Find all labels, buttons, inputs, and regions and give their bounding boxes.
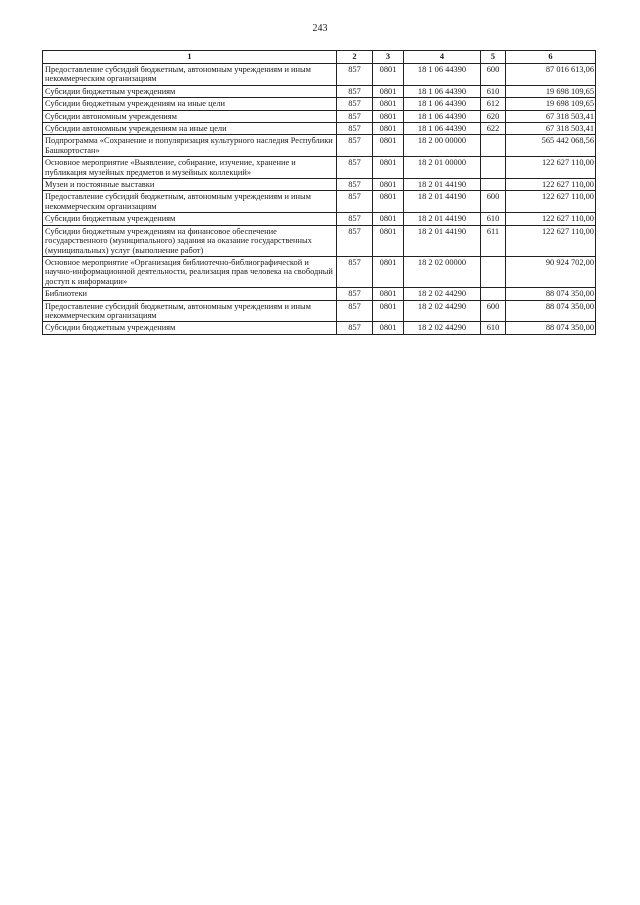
row-col-4: 18 2 00 00000 — [404, 135, 481, 157]
row-col-3: 0801 — [373, 288, 404, 300]
row-col-2: 857 — [337, 225, 373, 256]
row-description: Музеи и постоянные выставки — [43, 179, 337, 191]
row-col-5: 600 — [481, 300, 506, 322]
row-col-4: 18 2 02 00000 — [404, 256, 481, 287]
table-row — [43, 225, 596, 256]
row-description: Подпрограмма «Сохранение и популяризация культурного наследия Республики Башкортостан» — [43, 135, 337, 157]
row-description: Основное мероприятие «Выявление, собирание, изучение, хранение и публикация музейных предметов и музейных коллекций» — [43, 157, 337, 179]
row-col-4: 18 2 01 00000 — [404, 157, 481, 179]
row-amount: 122 627 110,00 — [506, 191, 596, 213]
table-row — [43, 300, 596, 322]
row-col-2: 857 — [337, 191, 373, 213]
row-description: Субсидии автономным учреждениям на иные цели — [43, 123, 337, 135]
table-row — [43, 256, 596, 287]
row-col-2: 857 — [337, 256, 373, 287]
header-col-2: 2 — [337, 51, 373, 64]
row-description: Субсидии автономным учреждениям — [43, 110, 337, 122]
row-amount: 122 627 110,00 — [506, 225, 596, 256]
row-description: Субсидии бюджетным учреждениям — [43, 213, 337, 225]
row-amount: 88 074 350,00 — [506, 322, 596, 334]
row-col-5 — [481, 157, 506, 179]
page-number: 243 — [312, 23, 328, 34]
header-col-5: 5 — [481, 51, 506, 64]
row-col-2: 857 — [337, 123, 373, 135]
row-amount: 88 074 350,00 — [506, 300, 596, 322]
row-description: Предоставление субсидий бюджетным, автономным учреждениям и иным некоммерческим организациям — [43, 191, 337, 213]
row-col-3: 0801 — [373, 179, 404, 191]
row-col-3: 0801 — [373, 110, 404, 122]
header-col-6: 6 — [506, 51, 596, 64]
table-row — [43, 213, 596, 225]
row-col-3: 0801 — [373, 191, 404, 213]
row-col-5: 611 — [481, 225, 506, 256]
header-col-4: 4 — [404, 51, 481, 64]
header-col-3: 3 — [373, 51, 404, 64]
row-description: Основное мероприятие «Организация библиотечно-библиографической и научно-информационной деятельности, реализация прав человека на свободный доступ к информации» — [43, 256, 337, 287]
row-col-4: 18 2 01 44190 — [404, 213, 481, 225]
row-col-2: 857 — [337, 157, 373, 179]
row-col-4: 18 1 06 44390 — [404, 110, 481, 122]
row-col-2: 857 — [337, 110, 373, 122]
row-col-5: 600 — [481, 191, 506, 213]
row-col-2: 857 — [337, 179, 373, 191]
row-amount: 122 627 110,00 — [506, 179, 596, 191]
row-col-5: 610 — [481, 213, 506, 225]
row-col-5: 610 — [481, 85, 506, 97]
row-col-3: 0801 — [373, 98, 404, 110]
row-col-3: 0801 — [373, 64, 404, 86]
row-col-2: 857 — [337, 300, 373, 322]
row-description: Библиотеки — [43, 288, 337, 300]
row-col-2: 857 — [337, 322, 373, 334]
row-col-4: 18 2 02 44290 — [404, 300, 481, 322]
row-col-5 — [481, 256, 506, 287]
row-col-5: 612 — [481, 98, 506, 110]
row-col-5 — [481, 179, 506, 191]
row-col-2: 857 — [337, 64, 373, 86]
row-col-2: 857 — [337, 288, 373, 300]
row-col-4: 18 2 02 44290 — [404, 322, 481, 334]
row-col-4: 18 1 06 44390 — [404, 123, 481, 135]
row-col-3: 0801 — [373, 157, 404, 179]
table-row — [43, 179, 596, 191]
row-amount: 67 318 503,41 — [506, 123, 596, 135]
row-amount: 88 074 350,00 — [506, 288, 596, 300]
row-amount: 67 318 503,41 — [506, 110, 596, 122]
row-col-2: 857 — [337, 213, 373, 225]
header-row — [43, 51, 596, 64]
table-row — [43, 64, 596, 86]
row-col-4: 18 1 06 44390 — [404, 98, 481, 110]
row-col-2: 857 — [337, 98, 373, 110]
table-row — [43, 157, 596, 179]
row-col-5: 610 — [481, 322, 506, 334]
row-col-5: 600 — [481, 64, 506, 86]
table-row — [43, 322, 596, 334]
row-col-5 — [481, 135, 506, 157]
row-amount: 565 442 068,56 — [506, 135, 596, 157]
row-col-3: 0801 — [373, 213, 404, 225]
header-col-1: 1 — [43, 51, 337, 64]
row-description: Субсидии бюджетным учреждениям на иные цели — [43, 98, 337, 110]
row-col-3: 0801 — [373, 322, 404, 334]
row-col-5: 622 — [481, 123, 506, 135]
row-col-4: 18 2 01 44190 — [404, 179, 481, 191]
row-description: Предоставление субсидий бюджетным, автономным учреждениям и иным некоммерческим организациям — [43, 64, 337, 86]
table-row — [43, 110, 596, 122]
row-amount: 19 698 109,65 — [506, 98, 596, 110]
row-description: Субсидии бюджетным учреждениям — [43, 85, 337, 97]
table-row — [43, 135, 596, 157]
row-col-4: 18 1 06 44390 — [404, 85, 481, 97]
row-col-3: 0801 — [373, 85, 404, 97]
row-col-5: 620 — [481, 110, 506, 122]
row-col-3: 0801 — [373, 135, 404, 157]
row-description: Субсидии бюджетным учреждениям на финансовое обеспечение государственного (муниципального) задания на оказание государственных (муниципальных) услуг (выполнение работ) — [43, 225, 337, 256]
row-col-2: 857 — [337, 85, 373, 97]
table-body — [43, 64, 596, 335]
row-amount: 19 698 109,65 — [506, 85, 596, 97]
row-col-4: 18 2 02 44290 — [404, 288, 481, 300]
table-row — [43, 288, 596, 300]
row-description: Предоставление субсидий бюджетным, автономным учреждениям и иным некоммерческим организациям — [43, 300, 337, 322]
row-amount: 90 924 702,00 — [506, 256, 596, 287]
row-description: Субсидии бюджетным учреждениям — [43, 322, 337, 334]
row-col-3: 0801 — [373, 256, 404, 287]
row-amount: 122 627 110,00 — [506, 213, 596, 225]
table-row — [43, 123, 596, 135]
row-col-2: 857 — [337, 135, 373, 157]
table-row — [43, 98, 596, 110]
row-amount: 87 016 613,06 — [506, 64, 596, 86]
row-col-4: 18 2 01 44190 — [404, 191, 481, 213]
row-col-4: 18 2 01 44190 — [404, 225, 481, 256]
row-col-4: 18 1 06 44390 — [404, 64, 481, 86]
table-row — [43, 85, 596, 97]
row-col-3: 0801 — [373, 300, 404, 322]
budget-table — [42, 50, 596, 335]
table-row — [43, 191, 596, 213]
row-amount: 122 627 110,00 — [506, 157, 596, 179]
row-col-5 — [481, 288, 506, 300]
row-col-3: 0801 — [373, 123, 404, 135]
row-col-3: 0801 — [373, 225, 404, 256]
